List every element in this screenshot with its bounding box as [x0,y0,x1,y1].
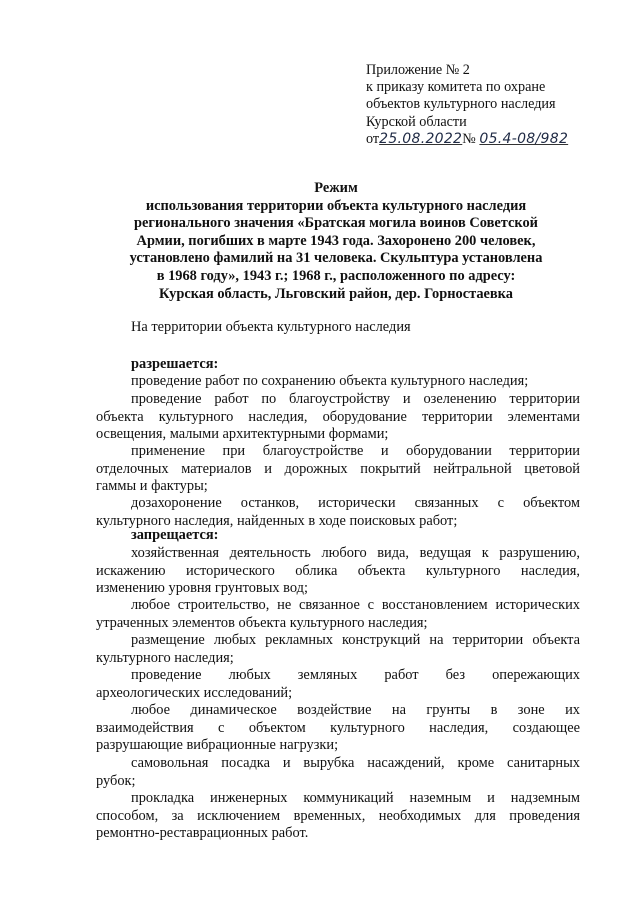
appendix-line-4: Курской области [366,113,467,130]
appendix-line-1: Приложение № 2 [366,62,470,78]
title-line-7: Курская область, Льговский район, дер. Горностаевка [159,285,513,302]
forbidden-heading: запрещается: [131,527,219,543]
forbidden-item-line: ремонтно-реставрационных работ. [96,825,309,841]
allowed-item [96,443,580,496]
forbidden-item [96,632,580,667]
from-label: от [366,130,380,147]
allowed-item-line: проведение работ по сохранению объекта культурного наследия; [131,373,529,389]
forbidden-item-line: изменению уровня грунтовых вод; [96,580,308,596]
forbidden-item-line: хозяйственная деятельность любого вида, ведущая к разрушению, [131,545,580,561]
forbidden-item [96,755,580,790]
title-line-4: Армии, погибших в марте 1943 года. Захоронено 200 человек, [136,232,536,249]
allowed-item-line: освещения, малыми архитектурными формами; [96,426,389,442]
title-line-5: установлено фамилий на 31 человека. Скульптура установлена [129,250,543,267]
allowed-heading: разрешается: [131,356,219,372]
allowed-item-line: объекта культурного наследия, оборудование территории элементами [96,408,580,425]
title-line-6: в 1968 году», 1943 г.; 1968 г., расположенного по адресу: [156,267,516,284]
forbidden-item-line: любое строительство, не связанное с восстановлением исторических [131,597,580,613]
forbidden-item-line: утраченных элементов объекта культурного наследия; [96,614,428,631]
forbidden-item-line: любое динамическое воздействие на грунты в зоне их [131,702,580,718]
forbidden-item [96,702,580,755]
allowed-item [96,391,580,444]
title-line-1: Режим [314,180,358,196]
forbidden-item [96,790,580,843]
forbidden-item-line: культурного наследия; [96,649,234,666]
title-line-2: использования территории объекта культурного наследия [145,197,527,214]
allowed-item [96,495,580,530]
document-title [96,180,576,303]
allowed-item-line: проведение работ по благоустройству и озеленению территории [131,391,580,407]
forbidden-item-line: размещение любых рекламных конструкций на территории объекта [131,632,580,648]
handwritten-number: 05.4-08/982 [479,130,569,147]
forbidden-item [96,545,580,598]
order-date-number-line [366,131,626,148]
title-line-3: регионального значения «Братская могила воинов Советской [134,215,538,232]
forbidden-item-line: прокладка инженерных коммуникаций наземным и надземным [131,790,580,806]
number-label: № [462,130,476,147]
intro-text: На территории объекта культурного наследия [131,319,411,335]
allowed-item-line: дозахоронение останков, исторически связанных с объектом [131,495,580,511]
forbidden-item-line: проведение любых земляных работ без опережающих [131,667,580,683]
forbidden-item-line: разрушающие вибрационные нагрузки; [96,737,339,753]
forbidden-item [96,667,580,702]
appendix-line-3: объектов культурного наследия [366,96,556,113]
allowed-item-line: гаммы и фактуры; [96,478,208,494]
allowed-item-line: применение при благоустройстве и оборудовании территории [131,443,580,459]
forbidden-item-line: взаимодействия с объектом культурного наследия, создающее [96,719,580,736]
forbidden-item-line: искажению исторического облика объекта культурного наследия, [96,562,580,579]
forbidden-item-line: самовольная посадка и вырубка насаждений, кроме санитарных [131,755,580,771]
forbidden-item [96,597,580,632]
allowed-item-line: отделочных материалов и дорожных покрытий нейтральной цветовой [96,460,580,477]
forbidden-item-line: археологических исследований; [96,684,293,701]
forbidden-item-line: способом, за исключением временных, необходимых для проведения [96,807,580,824]
allowed-item-line: культурного наследия, найденных в ходе поисковых работ; [96,512,458,529]
appendix-block [366,62,626,148]
appendix-line-2: к приказу комитета по охране [366,79,546,96]
allowed-item [96,373,580,391]
handwritten-date: 25.08.2022 [379,130,463,147]
forbidden-item-line: рубок; [96,772,136,789]
